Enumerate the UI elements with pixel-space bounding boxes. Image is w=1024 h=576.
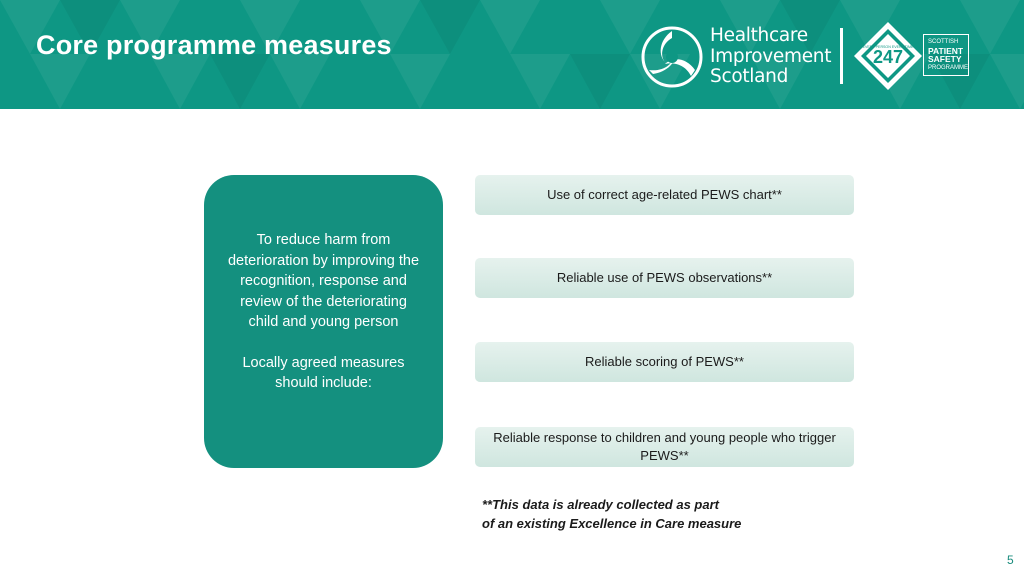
- every-person-every-time-badge: [852, 20, 924, 92]
- healthcare-improvement-scotland-logo-icon: [641, 26, 703, 88]
- footnote: [482, 496, 782, 533]
- measure-item: Use of correct age-related PEWS chart**: [475, 175, 854, 215]
- aim-measures-intro: Locally agreed measures should include:: [242, 354, 405, 391]
- footnote-line: **This data is already collected as part: [482, 497, 719, 512]
- spsp-wordmark: [923, 34, 969, 76]
- spsp-line: PATIENT: [928, 45, 964, 56]
- org-name-line: Improvement: [710, 45, 832, 67]
- spsp-line: SCOTTISH: [928, 39, 959, 45]
- spsp-line: PROGRAMME: [928, 64, 969, 71]
- aim-statement-box: [204, 175, 443, 468]
- logo-divider: [840, 28, 843, 84]
- page-title: Core programme measures: [36, 30, 392, 60]
- header-banner: [0, 0, 1024, 109]
- footnote-line: of an existing Excellence in Care measure: [482, 515, 742, 531]
- aim-paragraph: To reduce harm from deterioration by improving the recognition, response and review of the deteriorating child and young person: [227, 232, 420, 330]
- measure-item: Reliable response to children and young people who trigger PEWS**: [475, 427, 854, 467]
- spsp-line: SAFETY: [928, 54, 962, 64]
- badge-ring-text: EVERY PERSON EVERY TIME: [862, 45, 914, 49]
- measure-item: Reliable scoring of PEWS**: [475, 342, 854, 382]
- org-name-line: Healthcare: [710, 25, 808, 46]
- page-number: 5: [1007, 553, 1014, 567]
- badge-number: 247: [872, 47, 904, 67]
- measure-item: Reliable use of PEWS observations**: [475, 258, 854, 298]
- org-name: [710, 26, 831, 88]
- org-name-line: Scotland: [710, 66, 789, 87]
